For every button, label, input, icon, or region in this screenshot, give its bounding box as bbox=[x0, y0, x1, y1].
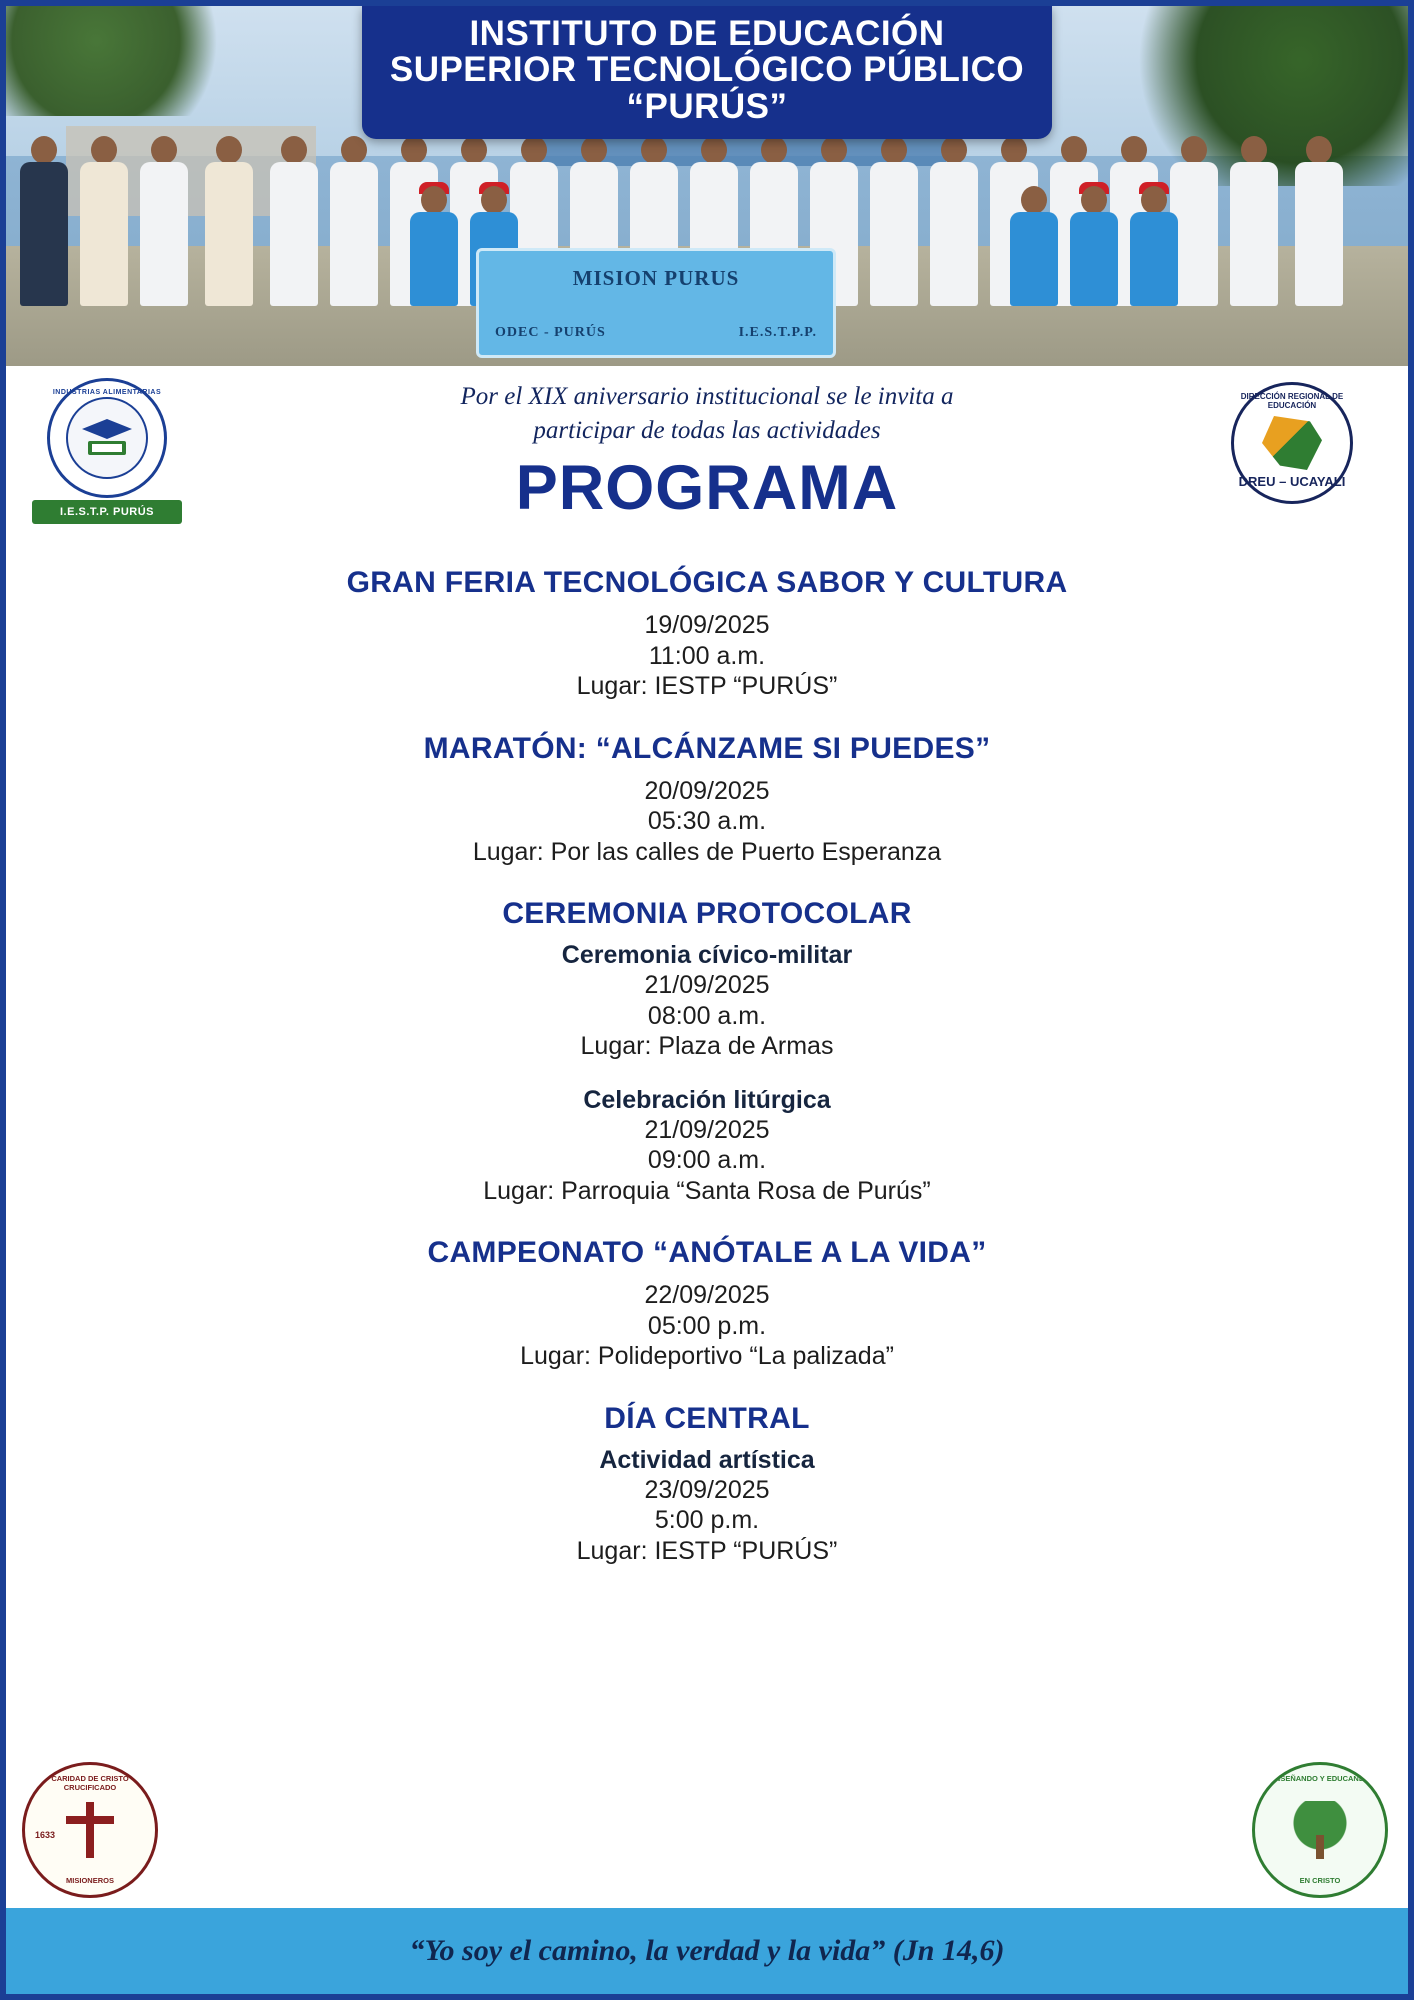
event-date: 19/09/2025 bbox=[644, 611, 770, 639]
event-title: GRAN FERIA TECNOLÓGICA SABOR Y CULTURA bbox=[346, 566, 1068, 599]
event-date: 22/09/2025 bbox=[644, 1281, 770, 1309]
sub-event-name: Ceremonia cívico-militar bbox=[561, 941, 853, 969]
emblem-arc-bottom: MISIONEROS bbox=[66, 1876, 114, 1885]
iestp-seal-icon bbox=[47, 378, 167, 498]
mission-banner bbox=[476, 248, 836, 358]
sub-event-date: 23/09/2025 bbox=[644, 1475, 770, 1504]
sub-event-name: Celebración litúrgica bbox=[583, 1085, 831, 1114]
emblem-arc-top: ENSEÑANDO Y EDUCANDO bbox=[1269, 1774, 1371, 1783]
sub-event-place: Lugar: IESTP “PURÚS” bbox=[576, 1536, 838, 1565]
event-place: Lugar: IESTP “PURÚS” bbox=[576, 672, 838, 700]
footer-quote: “Yo soy el camino, la verdad y la vida” (Jn 14,6) bbox=[409, 1934, 1005, 1967]
sub-event-time: 5:00 p.m. bbox=[654, 1506, 760, 1534]
sub-event-date: 21/09/2025 bbox=[644, 1115, 770, 1144]
iestp-seal-arc-text: INDUSTRIAS ALIMENTARIAS bbox=[52, 389, 162, 396]
emblem-year: 1633 bbox=[35, 1830, 56, 1840]
institution-title-plate bbox=[362, 6, 1052, 139]
event-item bbox=[66, 897, 1348, 1206]
event-place: Lugar: Polideportivo “La palizada” bbox=[520, 1342, 894, 1370]
cross-icon bbox=[86, 1802, 94, 1858]
banner-title: MISION PURUS bbox=[572, 265, 740, 290]
event-item bbox=[66, 732, 1348, 868]
sub-event bbox=[66, 1086, 1348, 1207]
emblem-arc-top: CARIDAD DE CRISTO CRUCIFICADO bbox=[51, 1774, 129, 1792]
ucayali-map-icon bbox=[1262, 416, 1322, 470]
iestp-seal-inner bbox=[66, 397, 148, 479]
tree-icon bbox=[1293, 1801, 1347, 1859]
event-item bbox=[66, 1236, 1348, 1372]
event-title: CAMPEONATO “ANÓTALE A LA VIDA” bbox=[427, 1236, 987, 1269]
event-time: 05:30 a.m. bbox=[647, 807, 767, 835]
sub-event-place: Lugar: Plaza de Armas bbox=[580, 1032, 834, 1060]
sub-event bbox=[66, 941, 1348, 1062]
invitation-line-2: participar de todas las actividades bbox=[533, 416, 881, 444]
event-date: 20/09/2025 bbox=[644, 776, 770, 805]
sub-event-time: 08:00 a.m. bbox=[647, 1001, 767, 1030]
sub-event-time: 09:00 a.m. bbox=[647, 1146, 767, 1174]
dreu-seal-icon bbox=[1231, 382, 1353, 504]
event-time: 05:00 p.m. bbox=[647, 1311, 767, 1340]
program-list bbox=[6, 566, 1408, 1596]
institution-line-3: “PURÚS” bbox=[626, 86, 788, 126]
event-item bbox=[66, 566, 1348, 702]
banner-left-text: ODEC - PURÚS bbox=[495, 324, 606, 340]
event-title: DÍA CENTRAL bbox=[604, 1401, 810, 1435]
institution-line-1: INSTITUTO DE EDUCACIÓN bbox=[469, 14, 945, 53]
page-title: PROGRAMA bbox=[515, 452, 899, 523]
missionary-emblem bbox=[22, 1762, 162, 1902]
graduation-cap-icon bbox=[80, 415, 134, 461]
institution-line-2: SUPERIOR TECNOLÓGICO PÚBLICO bbox=[389, 50, 1025, 90]
dreu-ucayali-logo bbox=[1192, 382, 1392, 522]
sub-event-place: Lugar: Parroquia “Santa Rosa de Purús” bbox=[483, 1176, 931, 1205]
tree-cross-emblem-icon bbox=[1252, 1762, 1388, 1898]
iestp-ribbon-label: I.E.S.T.P. PURÚS bbox=[32, 500, 182, 524]
banner-right-text: I.E.S.T.P.P. bbox=[738, 324, 817, 340]
event-title: MARATÓN: “ALCÁNZAME SI PUEDES” bbox=[423, 731, 991, 765]
emblem-arc-bottom: EN CRISTO bbox=[1299, 1876, 1341, 1885]
teaching-emblem bbox=[1252, 1762, 1392, 1902]
event-title: CEREMONIA PROTOCOLAR bbox=[502, 897, 912, 930]
event-time: 11:00 a.m. bbox=[648, 641, 766, 670]
crucifix-emblem-icon bbox=[22, 1762, 158, 1898]
sub-event-date: 21/09/2025 bbox=[644, 971, 770, 999]
footer-bar bbox=[6, 1908, 1408, 1994]
sub-event bbox=[66, 1446, 1348, 1567]
iestp-purus-logo bbox=[24, 378, 190, 528]
event-item bbox=[66, 1402, 1348, 1567]
dreu-arc-text: DIRECCIÓN REGIONAL DE EDUCACIÓN bbox=[1240, 392, 1344, 410]
dreu-label: DREU – UCAYALI bbox=[1238, 474, 1346, 489]
event-place: Lugar: Por las calles de Puerto Esperanza bbox=[472, 837, 942, 866]
sub-event-name: Actividad artística bbox=[599, 1445, 815, 1474]
header-photo bbox=[6, 6, 1408, 366]
invitation-line-1: Por el XIX aniversario institucional se le invita a bbox=[460, 383, 954, 410]
